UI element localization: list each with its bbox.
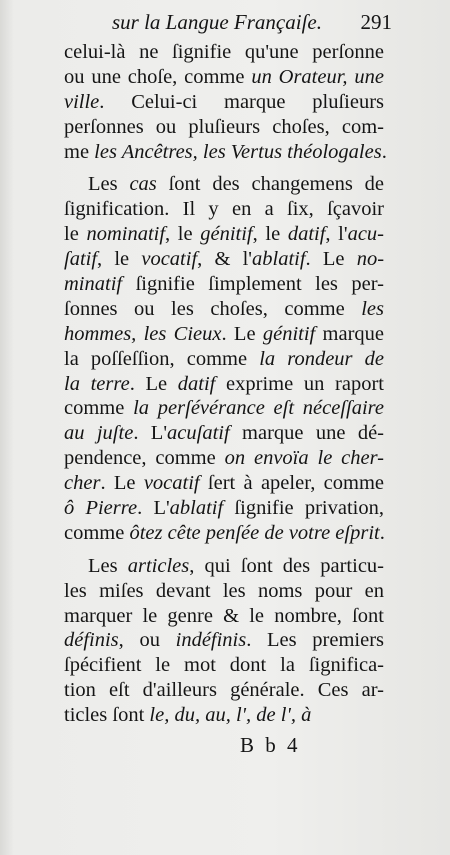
roman-text: perſonnes ou pluſieurs choſes, com- — [64, 115, 384, 138]
text-line — [64, 372, 384, 397]
italic-text: génitif — [262, 322, 316, 345]
italic-text: no- — [356, 248, 385, 271]
italic-text: vocatif — [141, 248, 198, 271]
italic-text: génitif — [200, 223, 253, 246]
body-text — [64, 40, 387, 728]
roman-text: ſignifie ſimplement les per- — [122, 273, 384, 296]
text-line — [64, 40, 384, 65]
roman-text: celui-là ne ſignifie qu'une perſonne — [64, 41, 384, 63]
roman-text: ſignifie privation, — [223, 497, 384, 520]
text-line — [64, 703, 384, 728]
roman-text: . Les premiers — [246, 629, 384, 652]
roman-text: , & l' — [197, 248, 252, 271]
running-title: sur la Langue Françaiſe. — [112, 10, 322, 34]
roman-text: ſert à apeler, comme — [199, 472, 384, 495]
italic-text: datif — [287, 223, 326, 246]
paragraph-3 — [64, 554, 384, 728]
italic-text: le, du, au, l', de l', à — [149, 704, 312, 727]
text-line — [64, 521, 384, 546]
italic-text: acu- — [347, 223, 385, 246]
roman-text: . — [379, 521, 385, 544]
signature-mark: B b 4 — [240, 733, 301, 757]
text-line — [64, 653, 384, 678]
text-line — [64, 628, 384, 653]
roman-text: exprime un raport — [215, 372, 384, 395]
italic-text: cher — [64, 472, 101, 495]
text-line — [64, 421, 384, 446]
italic-text: définis — [64, 629, 119, 652]
italic-text: les Ancêtres, les Vertus théologales — [94, 140, 382, 163]
text-line — [64, 554, 384, 579]
roman-text: les miſes devant les noms pour en — [64, 579, 384, 602]
italic-text: un Orateur, une — [251, 65, 384, 88]
roman-text: , ou — [118, 629, 176, 652]
page-number: 291 — [360, 10, 392, 34]
roman-text: . Le — [129, 372, 178, 395]
roman-text: ticles ſont — [64, 704, 150, 727]
italic-text: les — [361, 297, 384, 320]
roman-text: . Le — [100, 472, 144, 495]
text-line — [64, 90, 384, 115]
text-line — [64, 678, 384, 703]
roman-text: tion eſt d'ailleurs générale. Ces ar- — [64, 679, 384, 702]
roman-text: . Le — [221, 322, 263, 345]
roman-text: ſont des changemens de — [156, 173, 384, 196]
roman-text: , le — [165, 223, 201, 246]
roman-text: . Celui-ci marque pluſieurs — [99, 90, 384, 113]
text-line — [64, 272, 384, 297]
italic-text: la terre — [64, 372, 130, 395]
italic-text: la rondeur de — [259, 347, 385, 370]
text-line — [64, 496, 384, 521]
roman-text: me — [64, 140, 95, 163]
roman-text: comme — [64, 521, 130, 544]
roman-text: ſpécifient le mot dont la ſignifica- — [64, 654, 384, 677]
italic-text: on envoïa le cher- — [224, 447, 385, 470]
text-line — [64, 247, 384, 272]
roman-text: comme — [64, 397, 134, 420]
text-line — [64, 322, 384, 347]
italic-text: ôtez cête penſée de votre eſprit — [129, 521, 380, 544]
roman-text: , le — [252, 223, 288, 246]
text-line — [64, 65, 384, 90]
text-line — [64, 604, 384, 629]
text-line — [64, 297, 384, 322]
italic-text: ô Pierre — [64, 497, 138, 520]
roman-text: Les — [88, 554, 128, 577]
roman-text: . L' — [133, 422, 168, 445]
italic-text: indéfinis — [175, 629, 247, 652]
text-line — [64, 115, 384, 140]
text-line — [64, 446, 384, 471]
roman-text: , le — [97, 248, 142, 271]
roman-text: . Le — [305, 248, 357, 271]
italic-text: ablatif — [169, 497, 224, 520]
italic-text: au juſte — [64, 422, 134, 445]
roman-text: , qui ſont des particu- — [189, 554, 385, 577]
text-line — [64, 197, 384, 222]
italic-text: ablatif — [252, 248, 306, 271]
italic-text: vocatif — [143, 472, 200, 495]
italic-text: acuſatif — [167, 422, 230, 445]
roman-text: . L' — [137, 497, 170, 520]
roman-text: . — [381, 140, 387, 163]
italic-text: ſatif — [64, 248, 98, 271]
text-line — [64, 172, 384, 197]
italic-text: cas — [129, 173, 157, 196]
roman-text: Les — [88, 173, 130, 196]
paragraph-2 — [64, 172, 384, 545]
text-line — [64, 396, 384, 421]
text-line — [64, 140, 387, 165]
italic-text: nominatif — [86, 223, 166, 246]
text-line — [64, 471, 384, 496]
paragraph-1 — [64, 40, 387, 164]
italic-text: ville — [64, 90, 100, 113]
italic-text: la perſévérance eſt néceſſaire — [133, 397, 384, 420]
roman-text: ſignification. Il y en a ſix, ſçavoir — [64, 198, 384, 221]
italic-text: articles — [127, 554, 190, 577]
italic-text: hommes, les Cieux — [64, 322, 222, 345]
italic-text: datif — [177, 372, 216, 395]
roman-text: ſonnes ou les choſes, comme — [64, 297, 362, 320]
text-line — [64, 347, 384, 372]
roman-text: ou une choſe, comme — [64, 65, 252, 88]
roman-text: le — [64, 223, 87, 246]
roman-text: pendence, comme — [64, 447, 225, 470]
italic-text: minatif — [64, 273, 123, 296]
roman-text: , l' — [325, 223, 348, 246]
page-header — [112, 10, 392, 40]
text-line — [64, 222, 384, 247]
roman-text: marque une dé- — [229, 422, 385, 445]
roman-text: la poſſeſſion, comme — [64, 347, 260, 370]
text-line — [64, 579, 384, 604]
roman-text: marquer le genre & le nombre, ſont — [64, 604, 384, 627]
roman-text: marque — [315, 322, 384, 345]
